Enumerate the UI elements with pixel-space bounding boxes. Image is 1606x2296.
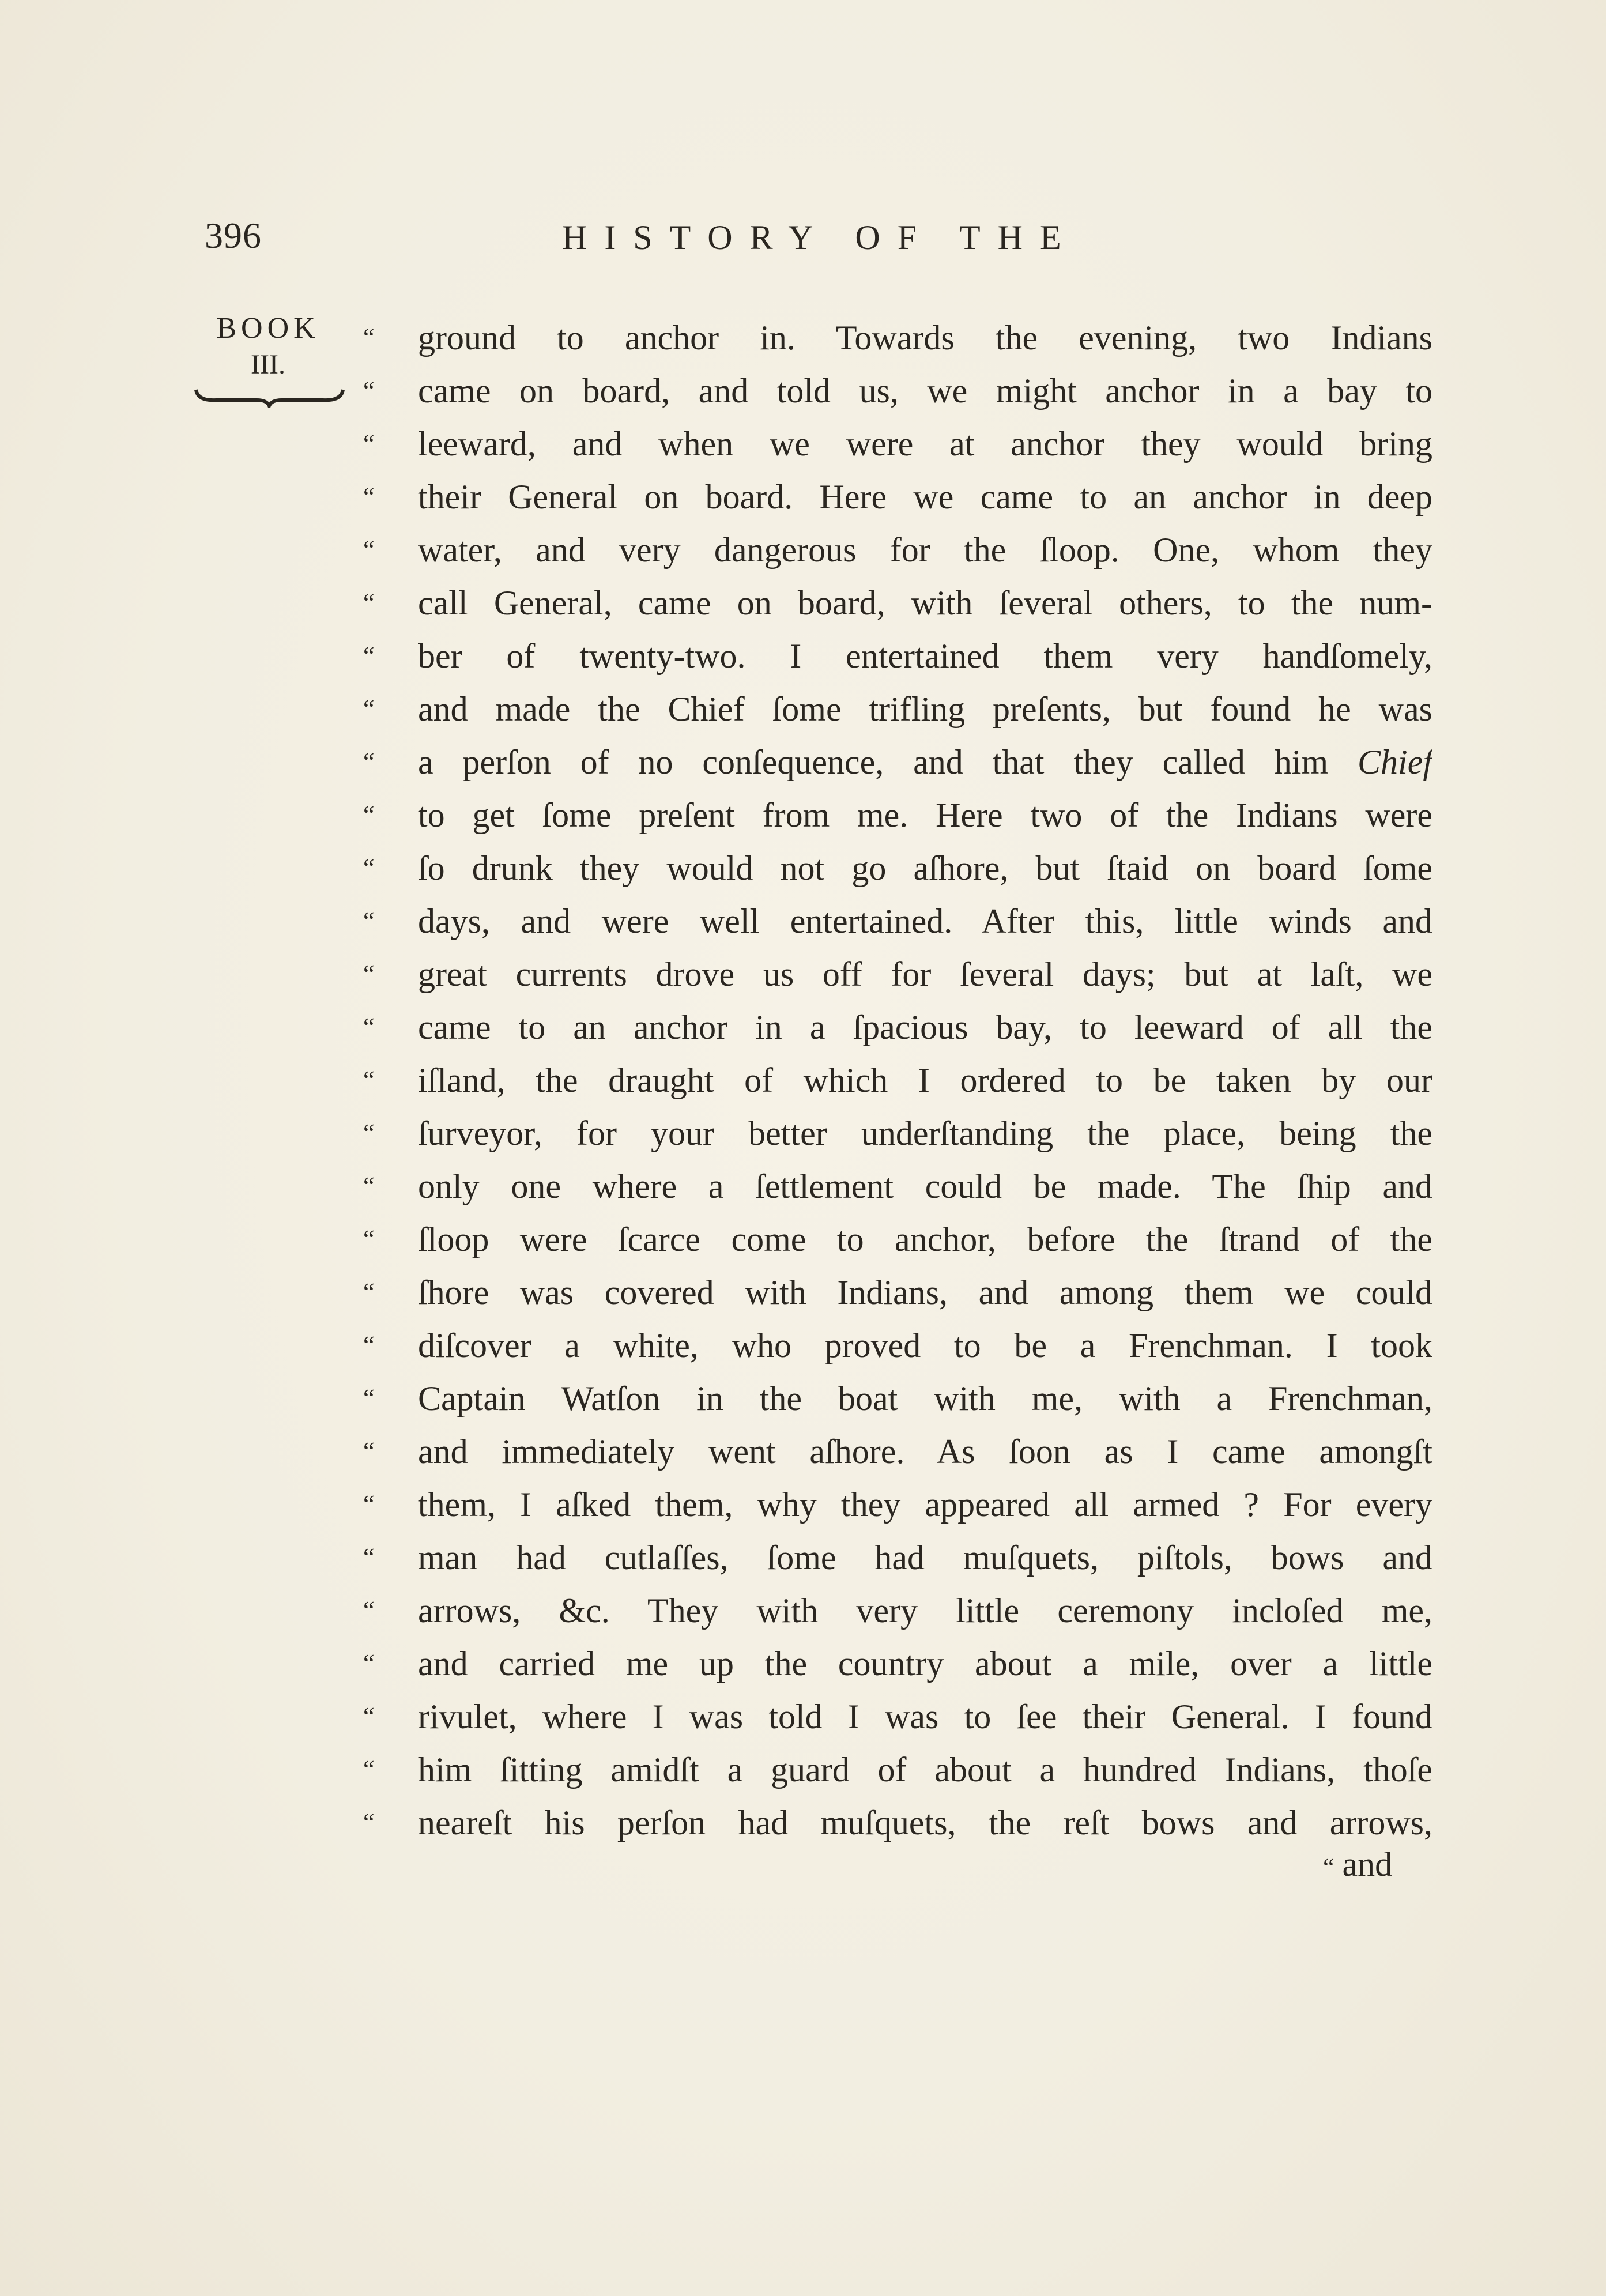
quote-mark: “ xyxy=(363,323,375,352)
line-text: ſhore was covered with Indians, and among them we could xyxy=(418,1273,1432,1311)
text-line xyxy=(363,1001,1432,1054)
line-text: diſcover a white, who proved to be a Frenchman. I took xyxy=(418,1326,1432,1364)
line-text: arrows, &c. They with very little ceremony incloſed me, xyxy=(418,1592,1432,1630)
line-text: ber of twenty-two. I entertained them very handſomely, xyxy=(418,637,1432,675)
margin-brace-icon xyxy=(193,385,346,408)
quote-mark: “ xyxy=(363,854,375,882)
quote-mark: “ xyxy=(363,1649,375,1677)
text-line xyxy=(363,1372,1432,1425)
text-line xyxy=(363,948,1432,1001)
line-text: neareſt his perſon had muſquets, the reſt bows and arrows, xyxy=(418,1804,1432,1842)
margin-book-volume: III. xyxy=(251,349,285,380)
line-text: them, I aſked them, why they appeared all armed ? For every xyxy=(418,1486,1432,1524)
text-line xyxy=(363,1160,1432,1213)
quote-mark: “ xyxy=(363,1013,375,1041)
text-line xyxy=(363,1054,1432,1107)
text-line xyxy=(363,417,1432,470)
text-line xyxy=(363,1478,1432,1531)
line-text: ground to anchor in. Towards the evening, two Indians xyxy=(418,319,1432,357)
text-line xyxy=(363,1319,1432,1372)
line-text: man had cutlaſſes, ſome had muſquets, piſtols, bows and xyxy=(418,1539,1432,1577)
page-number: 396 xyxy=(205,215,262,256)
quote-mark: “ xyxy=(363,1808,375,1837)
quote-mark: “ xyxy=(363,1331,375,1359)
text-line xyxy=(363,1796,1432,1849)
line-text: and made the Chief ſome trifling preſents, but found he was xyxy=(418,690,1432,728)
quote-mark: “ xyxy=(363,960,375,988)
quote-mark: “ xyxy=(363,589,375,617)
quote-mark: “ xyxy=(363,642,375,670)
line-text: Captain Watſon in the boat with me, with a Frenchman, xyxy=(418,1379,1432,1417)
line-text: him ſitting amidſt a guard of about a hundred Indians, thoſe xyxy=(418,1751,1432,1789)
text-line xyxy=(363,629,1432,683)
quote-mark: “ xyxy=(363,482,375,511)
quote-mark: “ xyxy=(363,748,375,776)
line-text: a perſon of no conſequence, and that they called him Chief xyxy=(418,743,1432,781)
quote-mark: “ xyxy=(363,1119,375,1147)
catchword-quote-mark: “ xyxy=(1323,1853,1334,1882)
text-line xyxy=(363,1690,1432,1743)
quote-mark: “ xyxy=(363,1066,375,1094)
text-line xyxy=(363,576,1432,629)
text-line xyxy=(363,1266,1432,1319)
margin-book-note xyxy=(193,311,343,408)
text-line xyxy=(363,523,1432,576)
line-text: and carried me up the country about a mile, over a little xyxy=(418,1645,1432,1683)
line-text: call General, came on board, with ſeveral others, to the num- xyxy=(418,584,1432,622)
running-title: HISTORY OF THE xyxy=(562,218,1079,257)
quote-mark: “ xyxy=(363,536,375,564)
text-line xyxy=(363,311,1432,364)
text-line xyxy=(363,1743,1432,1796)
margin-book-label: BOOK xyxy=(216,312,320,345)
text-line xyxy=(363,1213,1432,1266)
quote-mark: “ xyxy=(363,1596,375,1624)
line-text: rivulet, where I was told I was to ſee their General. I found xyxy=(418,1698,1432,1736)
text-line xyxy=(363,470,1432,523)
quote-mark: “ xyxy=(363,376,375,405)
text-line xyxy=(363,364,1432,417)
text-line xyxy=(363,789,1432,842)
line-text: ſloop were ſcarce come to anchor, before the ſtrand of the xyxy=(418,1220,1432,1258)
line-text: their General on board. Here we came to an anchor in deep xyxy=(418,478,1432,516)
line-text: only one where a ſettlement could be made. The ſhip and xyxy=(418,1167,1432,1205)
quote-mark: “ xyxy=(363,1702,375,1731)
line-text: ſurveyor, for your better underſtanding the place, being the xyxy=(418,1114,1432,1152)
quote-mark: “ xyxy=(363,1437,375,1465)
line-text: days, and were well entertained. After this, little winds and xyxy=(418,902,1432,940)
text-line xyxy=(363,1425,1432,1478)
text-line xyxy=(363,842,1432,895)
quote-mark: “ xyxy=(363,1755,375,1784)
italic-word: Chief xyxy=(1358,743,1432,781)
text-line xyxy=(363,895,1432,948)
quote-mark: “ xyxy=(363,1225,375,1253)
quote-mark: “ xyxy=(363,429,375,458)
line-text: ſo drunk they would not go aſhore, but ſtaid on board ſome xyxy=(418,849,1432,887)
line-text: leeward, and when we were at anchor they would bring xyxy=(418,425,1432,463)
text-line xyxy=(363,1584,1432,1637)
quote-mark: “ xyxy=(363,1172,375,1200)
line-text: iſland, the draught of which I ordered to be taken by our xyxy=(418,1061,1432,1099)
text-line xyxy=(363,1637,1432,1690)
quote-mark: “ xyxy=(363,1543,375,1571)
text-line xyxy=(363,1107,1432,1160)
quote-mark: “ xyxy=(363,1490,375,1518)
quote-mark: “ xyxy=(363,907,375,935)
quote-mark: “ xyxy=(363,1278,375,1306)
text-line xyxy=(363,1531,1432,1584)
text-line xyxy=(363,736,1432,789)
body-text xyxy=(363,311,1432,1849)
line-text: water, and very dangerous for the ſloop. One, whom they xyxy=(418,531,1432,569)
catchword-text: and xyxy=(1342,1845,1393,1883)
line-text: came on board, and told us, we might anchor in a bay to xyxy=(418,372,1432,410)
line-text: came to an anchor in a ſpacious bay, to leeward of all the xyxy=(418,1008,1432,1046)
quote-mark: “ xyxy=(363,801,375,829)
catchword xyxy=(1323,1845,1392,1884)
line-text: to get ſome preſent from me. Here two of the Indians were xyxy=(418,796,1432,834)
quote-mark: “ xyxy=(363,1384,375,1412)
line-text: and immediately went aſhore. As ſoon as I came amongſt xyxy=(418,1432,1432,1471)
text-line xyxy=(363,683,1432,736)
line-text: great currents drove us off for ſeveral days; but at laſt, we xyxy=(418,955,1432,993)
quote-mark: “ xyxy=(363,695,375,723)
